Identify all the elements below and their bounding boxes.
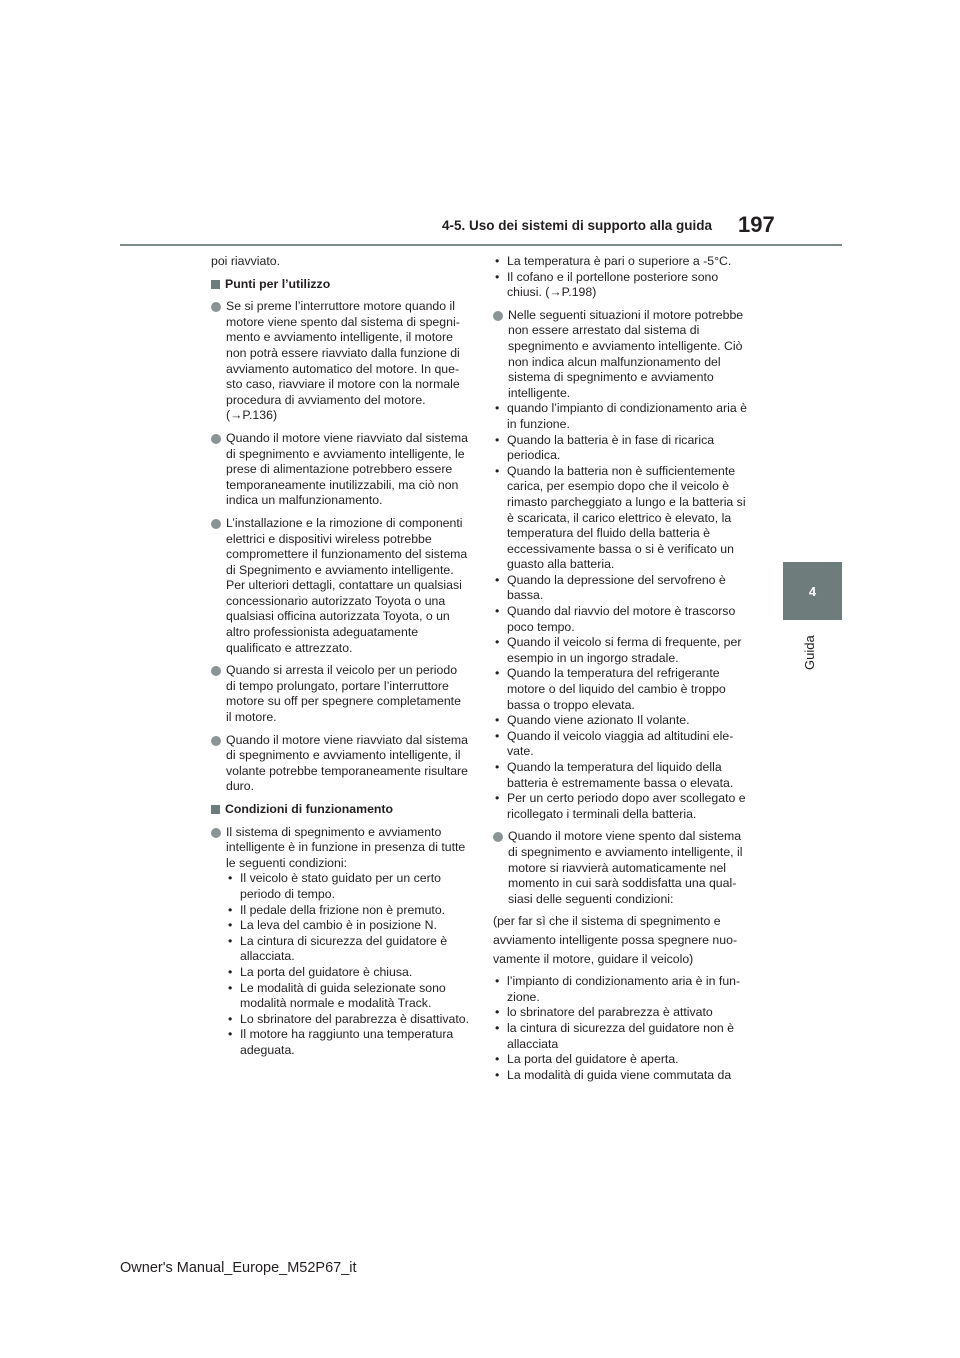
restart-conditions-list	[493, 974, 751, 1083]
restart-condition-item: • l’impianto di condizionamento aria è in funzione.	[493, 974, 751, 1005]
situation-item: • Per un certo periodo dopo aver scollegato e ricollegato i terminali della batteria.	[493, 791, 751, 822]
restart-condition-item: • lo sbrinatore del parabrezza è attivato	[493, 1005, 751, 1021]
header-divider	[120, 244, 842, 246]
situation-item: • Quando il veicolo viaggia ad altitudini elevate.	[493, 729, 751, 760]
item-text: Quando il motore viene riavviato dal sistema di spegnimento e avviamento intelligente, il volante potrebbe temporaneamente risultare duro.	[226, 732, 468, 794]
condition-item: • Il veicolo è stato guidato per un certo periodo di tempo.	[226, 871, 469, 902]
item-text: Nelle seguenti situazioni il motore potrebbe non essere arrestato dal sistema di spegnimento e avviamento intelligente. Ciò non indica alcun malfunzionamento del sistema di spegnimento e avviamento intelligente.	[508, 307, 744, 400]
circle-bullet-icon	[211, 666, 221, 676]
situation-item: • Quando la temperatura del liquido della batteria è estremamente bassa o elevata.	[493, 760, 751, 791]
footer-text: Owner's Manual_Europe_M52P67_it	[120, 1260, 357, 1276]
condition-item: • La temperatura è pari o superiore a -5°C.	[493, 254, 751, 270]
condition-item: • Il cofano e il portellone posteriore sono chiusi. (→P.198)	[493, 270, 751, 301]
list-item	[493, 829, 751, 907]
situation-item: • Quando dal riavvio del motore è trascorso poco tempo.	[493, 604, 751, 635]
circle-bullet-icon	[211, 736, 221, 746]
item-text: Il sistema di spegnimento e avviamento intelligente è in funzione in presenza di tutte le seguenti condizioni:	[226, 824, 466, 870]
situation-item: • Quando la depressione del servofreno è bassa.	[493, 573, 751, 604]
left-column	[211, 254, 469, 1066]
circle-bullet-icon	[211, 434, 221, 444]
conditions-list	[226, 871, 469, 1058]
list-item	[211, 733, 469, 795]
page-number: 197	[738, 212, 775, 237]
heading-operating-conditions	[211, 802, 469, 818]
item-text: L’installazione e la rimozione di componenti elettrici e dispositivi wireless potrebbe compromettere il funzionamento del sistema di Spegnimento e avviamento intelligente. Per ulteriori dettagli, contattare un qualsiasi concessionario autorizzato Toyota o una qualsiasi officina autorizzata Toyota, o un altro professionista adeguatamente qualificato e attrezzato.	[226, 515, 468, 655]
situation-item: • Quando il veicolo si ferma di frequente, per esempio in un ingorgo stradale.	[493, 635, 751, 666]
list-item	[493, 308, 751, 402]
note-line: vamente il motore, guidare il veicolo)	[493, 951, 694, 966]
continued-conditions-list	[493, 254, 751, 301]
list-item	[211, 299, 469, 424]
circle-bullet-icon	[493, 832, 503, 842]
heading-text: Condizioni di funzionamento	[225, 802, 394, 816]
square-bullet-icon	[211, 280, 220, 289]
square-bullet-icon	[211, 805, 220, 814]
condition-item: • La cintura di sicurezza del guidatore è allacciata.	[226, 934, 469, 965]
item-text: Se si preme l’interruttore motore quando il motore viene spento dal sistema di spegnimento e avviamento intelligente, il motore non potrà essere riavviato dalla funzione di avviamento automatico del motore. In questo caso, riavviare il motore con la normale procedura di avviamento del motore. (→P.136)	[226, 299, 460, 423]
item-text: Quando il motore viene riavviato dal sistema di spegnimento e avviamento intelligente, le prese di alimentazione potrebbero essere temporaneamente inutilizzabili, ma ciò non indica un malfunzionamento.	[226, 430, 468, 508]
item-text: Quando il motore viene spento dal sistema di spegnimento e avviamento intelligente, il motore si riavvierà automaticamente nel momento in cui sarà soddisfatta una qualsiasi delle seguenti condizioni:	[508, 829, 743, 906]
right-column	[493, 254, 751, 1083]
intro-text: poi riavviato.	[211, 254, 281, 268]
circle-bullet-icon	[211, 828, 221, 838]
chapter-tab[interactable]	[783, 562, 842, 620]
situation-item: • Quando la batteria è in fase di ricarica periodica.	[493, 433, 751, 464]
heading-usage-tips	[211, 277, 469, 293]
heading-text: Punti per l’utilizzo	[225, 276, 331, 291]
circle-bullet-icon	[211, 302, 221, 312]
condition-item: • Le modalità di guida selezionate sono modalità normale e modalità Track.	[226, 981, 469, 1012]
condition-item: • Il motore ha raggiunto una temperatura adeguata.	[226, 1027, 469, 1058]
note-line: avviamento intelligente possa spegnere nuo-	[493, 932, 738, 947]
restart-condition-item: • La porta del guidatore è aperta.	[493, 1052, 751, 1068]
condition-item: • La porta del guidatore è chiusa.	[226, 965, 469, 981]
item-text: Quando si arresta il veicolo per un periodo di tempo prolungato, portare l’interruttore motore su off per spegnere completamente il motore.	[226, 663, 461, 725]
situation-item: • quando l’impianto di condizionamento aria è in funzione.	[493, 401, 751, 432]
note-line: (per far sì che il sistema di spegnimento e	[493, 914, 721, 929]
situation-item: • Quando viene azionato Il volante.	[493, 713, 751, 729]
list-item	[211, 516, 469, 656]
situation-item: • Quando la temperatura del refrigerante motore o del liquido del cambio è troppo bassa o troppo elevata.	[493, 666, 751, 713]
circle-bullet-icon	[493, 311, 503, 321]
situations-list	[493, 401, 751, 822]
condition-item: • Il pedale della frizione non è premuto.	[226, 903, 469, 919]
condition-item: • Lo sbrinatore del parabrezza è disattivato.	[226, 1012, 469, 1028]
situation-item: • Quando la batteria non è sufficientemente carica, per esempio dopo che il veicolo è rimasto parcheggiato a lungo e la batteria si è scaricata, il carico elettrico è elevato, la temperatura del fluido della batteria è eccessivamente bassa o si è verificato un guasto alla batteria.	[493, 464, 751, 573]
list-item	[211, 431, 469, 509]
chapter-label-text: Guida	[802, 635, 817, 670]
list-item	[211, 663, 469, 725]
restart-condition-item: • la cintura di sicurezza del guidatore non è allacciata	[493, 1021, 751, 1052]
section-title: 4-5. Uso dei sistemi di supporto alla guida	[442, 218, 713, 233]
chapter-label	[796, 632, 826, 672]
chapter-number: 4	[808, 583, 817, 599]
restart-condition-item: • La modalità di guida viene commutata da	[493, 1068, 751, 1084]
circle-bullet-icon	[211, 519, 221, 529]
condition-item: • La leva del cambio è in posizione N.	[226, 918, 469, 934]
list-item	[211, 825, 469, 1059]
